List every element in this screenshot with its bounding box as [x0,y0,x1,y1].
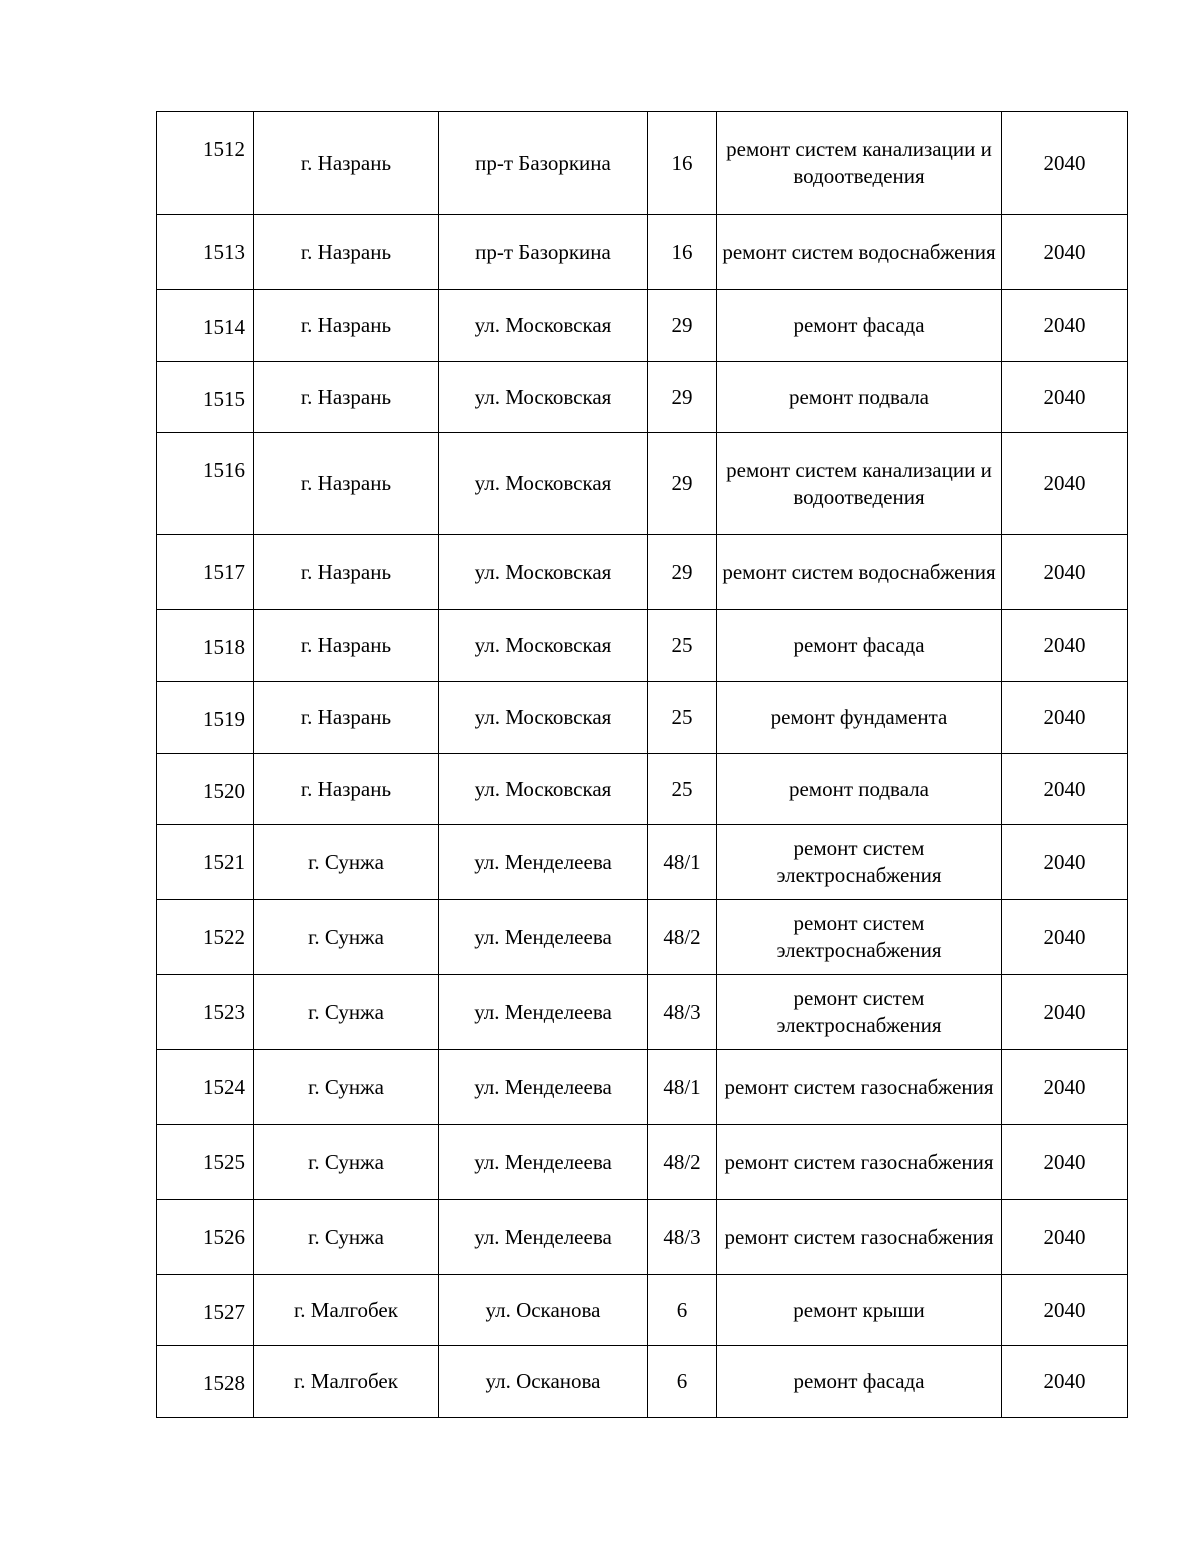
street-cell: ул. Менделеева [439,975,648,1050]
city-cell: г. Назрань [254,112,439,215]
table-body [157,112,1128,1418]
table-row [157,535,1128,610]
row-number: 1519 [157,682,254,754]
row-number: 1513 [157,215,254,290]
city-cell: г. Назрань [254,535,439,610]
house-number-cell: 48/3 [648,1200,717,1275]
table-row [157,900,1128,975]
house-number-cell: 48/1 [648,1050,717,1125]
house-number-cell: 6 [648,1346,717,1418]
year-cell: 2040 [1002,900,1128,975]
year-cell: 2040 [1002,290,1128,362]
table-row [157,1346,1128,1418]
house-number-cell: 48/2 [648,900,717,975]
year-cell: 2040 [1002,825,1128,900]
table-row [157,825,1128,900]
city-cell: г. Назрань [254,682,439,754]
table-row [157,215,1128,290]
city-cell: г. Малгобек [254,1275,439,1346]
row-number: 1516 [157,433,254,535]
year-cell: 2040 [1002,215,1128,290]
work-type-cell: ремонт систем газоснабжения [717,1125,1002,1200]
house-number-cell: 25 [648,682,717,754]
house-number-cell: 6 [648,1275,717,1346]
year-cell: 2040 [1002,433,1128,535]
city-cell: г. Сунжа [254,825,439,900]
row-number: 1523 [157,975,254,1050]
house-number-cell: 16 [648,112,717,215]
year-cell: 2040 [1002,362,1128,433]
work-type-cell: ремонт фасада [717,1346,1002,1418]
street-cell: ул. Московская [439,610,648,682]
street-cell: ул. Московская [439,290,648,362]
table-row [157,290,1128,362]
work-type-cell: ремонт систем электроснабжения [717,825,1002,900]
city-cell: г. Назрань [254,362,439,433]
house-number-cell: 29 [648,362,717,433]
table-row [157,1125,1128,1200]
row-number: 1528 [157,1346,254,1418]
house-number-cell: 29 [648,535,717,610]
city-cell: г. Сунжа [254,1200,439,1275]
house-number-cell: 29 [648,433,717,535]
street-cell: ул. Московская [439,535,648,610]
row-number: 1527 [157,1275,254,1346]
work-type-cell: ремонт систем водоснабжения [717,535,1002,610]
house-number-cell: 48/3 [648,975,717,1050]
year-cell: 2040 [1002,1200,1128,1275]
repair-schedule-table [156,111,1128,1418]
street-cell: ул. Менделеева [439,1125,648,1200]
work-type-cell: ремонт систем канализации и водоотведения [717,112,1002,215]
work-type-cell: ремонт подвала [717,754,1002,825]
row-number: 1518 [157,610,254,682]
street-cell: пр-т Базоркина [439,215,648,290]
house-number-cell: 48/2 [648,1125,717,1200]
street-cell: пр-т Базоркина [439,112,648,215]
city-cell: г. Сунжа [254,900,439,975]
year-cell: 2040 [1002,112,1128,215]
table-row [157,433,1128,535]
row-number: 1522 [157,900,254,975]
year-cell: 2040 [1002,975,1128,1050]
year-cell: 2040 [1002,1275,1128,1346]
city-cell: г. Назрань [254,215,439,290]
row-number: 1526 [157,1200,254,1275]
work-type-cell: ремонт подвала [717,362,1002,433]
street-cell: ул. Московская [439,433,648,535]
table-row [157,975,1128,1050]
street-cell: ул. Менделеева [439,1050,648,1125]
row-number: 1517 [157,535,254,610]
street-cell: ул. Московская [439,682,648,754]
house-number-cell: 29 [648,290,717,362]
city-cell: г. Назрань [254,754,439,825]
work-type-cell: ремонт систем газоснабжения [717,1200,1002,1275]
work-type-cell: ремонт систем электроснабжения [717,900,1002,975]
house-number-cell: 25 [648,754,717,825]
work-type-cell: ремонт систем водоснабжения [717,215,1002,290]
year-cell: 2040 [1002,754,1128,825]
row-number: 1520 [157,754,254,825]
table-row [157,1200,1128,1275]
row-number: 1515 [157,362,254,433]
street-cell: ул. Менделеева [439,1200,648,1275]
row-number: 1514 [157,290,254,362]
street-cell: ул. Менделеева [439,825,648,900]
street-cell: ул. Осканова [439,1275,648,1346]
table-row [157,112,1128,215]
street-cell: ул. Московская [439,362,648,433]
street-cell: ул. Осканова [439,1346,648,1418]
year-cell: 2040 [1002,1050,1128,1125]
work-type-cell: ремонт фасада [717,290,1002,362]
city-cell: г. Назрань [254,290,439,362]
row-number: 1525 [157,1125,254,1200]
year-cell: 2040 [1002,1346,1128,1418]
house-number-cell: 48/1 [648,825,717,900]
row-number: 1524 [157,1050,254,1125]
city-cell: г. Назрань [254,433,439,535]
year-cell: 2040 [1002,682,1128,754]
table-row [157,754,1128,825]
city-cell: г. Назрань [254,610,439,682]
year-cell: 2040 [1002,610,1128,682]
year-cell: 2040 [1002,535,1128,610]
table-row [157,1050,1128,1125]
street-cell: ул. Менделеева [439,900,648,975]
city-cell: г. Сунжа [254,1125,439,1200]
work-type-cell: ремонт крыши [717,1275,1002,1346]
work-type-cell: ремонт систем электроснабжения [717,975,1002,1050]
house-number-cell: 25 [648,610,717,682]
table-row [157,682,1128,754]
table-row [157,1275,1128,1346]
work-type-cell: ремонт систем канализации и водоотведения [717,433,1002,535]
city-cell: г. Малгобек [254,1346,439,1418]
work-type-cell: ремонт фасада [717,610,1002,682]
table-row [157,610,1128,682]
street-cell: ул. Московская [439,754,648,825]
table-row [157,362,1128,433]
row-number: 1521 [157,825,254,900]
city-cell: г. Сунжа [254,975,439,1050]
work-type-cell: ремонт систем газоснабжения [717,1050,1002,1125]
row-number: 1512 [157,112,254,215]
work-type-cell: ремонт фундамента [717,682,1002,754]
year-cell: 2040 [1002,1125,1128,1200]
house-number-cell: 16 [648,215,717,290]
city-cell: г. Сунжа [254,1050,439,1125]
